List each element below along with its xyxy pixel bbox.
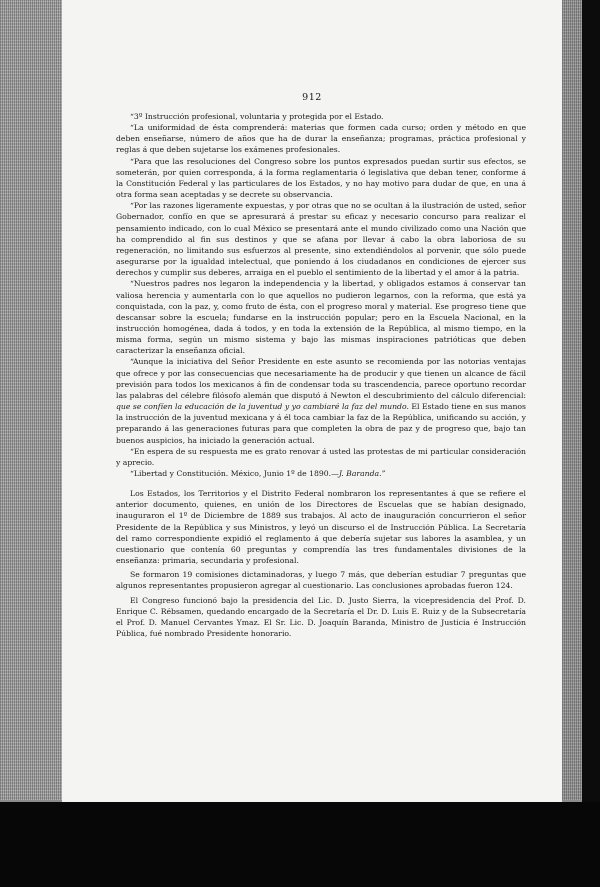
signature-name: J. Baranda.” xyxy=(338,469,386,478)
document-page xyxy=(62,0,562,802)
paragraph: “La uniformidad de ésta comprenderá: materias que formen cada curso; orden y método en que deben enseñarse, número de años que ha de durar la enseñanza; programas, práctica profesional y reglas á que deben sujetarse los exámenes profesionales. xyxy=(116,123,526,155)
page-number: 912 xyxy=(302,92,322,103)
paragraph: “3º Instrucción profesional, voluntaria y protegida por el Estado. xyxy=(130,112,384,121)
scan-edge-right xyxy=(582,0,600,887)
paragraph xyxy=(116,468,526,479)
paragraph: Los Estados, los Territorios y el Distrito Federal nombraron los representantes á que se refiere el anterior documento, quienes, en unión de los Directores de Escuelas que se habían designado, inauguraron el 1º de Diciembre de 1889 sus trabajos. Al acto de inauguración concurrieron el señor Presidente de la República y sus Ministros, y leyó un discurso el de Instrucción Pública. La Secretaría del ramo correspondiente expidió el reglamento á que debería sujetar sus labores la asamblea, y un cuestionario que contenía 60 preguntas y comprendía las tres fundamentales divisiones de la enseñanza: primaria, secundaria y profesional. xyxy=(116,489,526,566)
scan-margin-left xyxy=(0,0,62,800)
paragraph: El Congreso funcionó bajo la presidencia del Lic. D. Justo Sierra, la vicepresidencia del Prof. D. Enrique C. Rébsamen, quedando encargado de la Secretaría el Dr. D. Luis E. Ruiz y de la Subsecretaría el Prof. D. Manuel Cervantes Ymaz. El Sr. Lic. D. Joaquín Baranda, Ministro de Justicia é Instrucción Pública, fué nombrado Presidente honorario. xyxy=(116,595,526,639)
scan-edge-bottom xyxy=(0,802,600,887)
quotation-italic: que se confíen la educación de la juventud y yo cambiaré la faz del mundo. xyxy=(116,402,409,412)
paragraph: “Por las razones ligeramente expuestas, y por otras que no se ocultan á la ilustración de usted, señor Gobernador, confío en que se apresurará á prestar su eficaz y necesario concurso para realizar el pensamiento indicado, con lo cual México se presentará ante el mundo civilizado como una Nación que ha comprendido al fin sus destinos y que se afana por llevar á cabo la obra laboriosa de su regeneración, no limitando sus esfuerzos al presente, sino extendiéndolos al porvenir, que sólo puede asegurarse por la igualdad intelectual, que poniendo á los ciudadanos en condiciones de ejercer sus derechos y cumplir sus deberes, arraiga en el pueblo el sentimiento de la libertad y el amor á la patria. xyxy=(116,201,526,278)
paragraph: “Para que las resoluciones del Congreso sobre los puntos expresados puedan surtir sus efectos, se someterán, por quien corresponda, á la forma reglamentaria ó legislativa que deban tener, conforme á la Constitución Federal y las particulares de los Estados, y no hay motivo para dudar de que, en una á otra forma sean aceptadas y se decrete su observancia. xyxy=(116,156,526,200)
closing-line: “Libertad y Constitución. México, Junio 1º de 1890.— xyxy=(130,469,339,478)
body-text xyxy=(116,111,526,639)
paragraph: Se formaron 19 comisiones dictaminadoras, y luego 7 más, que deberían estudiar 7 preguntas que algunos representantes propusieron agregar al cuestionario. Las conclusiones aprobadas fueron 124. xyxy=(116,570,526,591)
paragraph-text: “Aunque la iniciativa del Señor Presidente en este asunto se recomienda por las notorias ventajas que ofrece y por las consecuencias que necesariamente ha de producir y que tienen un alcance de fácil previsión para todos los mexicanos á fin de condensar toda su trascendencia, parece oportuno recordar las palabras del célebre filósofo alemán que disputó á Newton el descubrimiento del cálculo diferencial: xyxy=(116,357,526,400)
paragraph: “Nuestros padres nos legaron la independencia y la libertad, y obligados estamos á conservar tan valiosa herencia y aumentarla con lo que aquellos no pudieron legarnos, con la reforma, que está ya conquistada, con la paz, y, como fruto de ésta, con el progreso moral y material. Ese progreso tiene que descansar sobre la escuela; fundarse en la instrucción popular; pero en la Escuela Nacional, en la instrucción homogénea, dada á todos, y en toda la extensión de la República, al mismo tiempo, en la misma forma, según un mismo sistema y bajo las mismas inspiraciones patrióticas que deben caracterizar la enseñanza oficial. xyxy=(116,279,526,356)
paragraph-text: El Estado tiene en sus manos la instrucción de la juventud mexicana y á él toca cambiar la faz de la República, unificando su acción, y preparando á las generaciones futuras para que completen la obra de paz y de progreso que, bajo tan buenos auspicios, ha iniciado la generación actual. xyxy=(116,402,526,445)
paragraph: “En espera de su respuesta me es grato renovar á usted las protestas de mi particular consideración y aprecio. xyxy=(116,446,526,467)
paragraph xyxy=(116,356,526,445)
